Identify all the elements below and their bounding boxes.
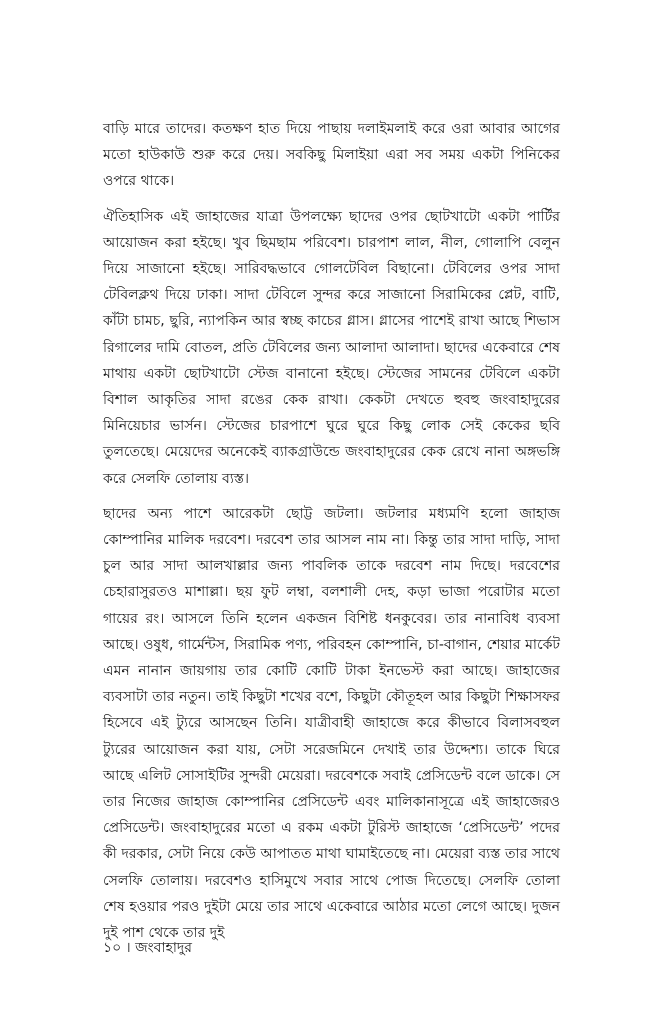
page-body bbox=[103, 116, 560, 955]
book-title: জংবাহাদুর bbox=[135, 940, 192, 956]
footer-separator: । bbox=[125, 940, 131, 956]
paragraph: বাড়ি মারে তাদের। কতক্ষণ হাত দিয়ে পাছায় দলাইমলাই করে ওরা আবার আগের মতো হাউকাউ শুরু করে দেয়। সবকিছু মিলাইয়া এরা সব সময় একটা পিনিকের ওপরে থাকে। bbox=[103, 121, 560, 190]
paragraph: ছাদের অন্য পাশে আরেকটা ছোট্ট জটলা। জটলার মধ্যমণি হলো জাহাজ কোম্পানির মালিক দরবেশ। দরবেশ তার আসল নাম না। কিন্তু তার সাদা দাড়ি, সাদা চুল আর সাদা আলখাল্লার জন্য পাবলিক তাকে দরবেশ নাম দিছে। দরবেশের চেহারাসুরতও মাশাল্লা। ছয় ফুট লম্বা, বলশালী দেহ, কড়া ভাজা পরোটার মতো গায়ের রং। আসলে তিনি হলেন একজন বিশিষ্ট ধনকুবের। তার নানাবিধ ব্যবসা আছে। ওষুধ, গার্মেন্টস, সিরামিক পণ্য, পরিবহন কোম্পানি, চা-বাগান, শেয়ার মার্কেট এমন নানান জায়গায় তার কোটি কোটি টাকা ইনভেস্ট করা আছে। জাহাজের ব্যবসাটা তার নতুন। তাই কিছুটা শখের বশে, কিছুটা কৌতূহল আর কিছুটা শিক্ষাসফর হিসেবে এই ট্যুরে আসছেন তিনি। যাত্রীবাহী জাহাজে করে কীভাবে বিলাসবহুল ট্যুরের আয়োজন করা যায়, সেটা সরেজমিনে দেখাই তার উদ্দেশ্য। তাকে ঘিরে আছে এলিট সোসাইটির সুন্দরী মেয়েরা। দরবেশকে সবাই প্রেসিডেন্ট বলে ডাকে। সে তার নিজের জাহাজ কোম্পানির প্রেসিডেন্ট এবং মালিকানাসূত্রে এই জাহাজেরও প্রেসিডেন্ট। জংবাহাদুরের মতো এ রকম একটা টুরিস্ট জাহাজে ‘প্রেসিডেন্ট’ পদের কী দরকার, সেটা নিয়ে কেউ আপাতত মাথা ঘামাইতেছে না। মেয়েরা ব্যস্ত তার সাথে সেলফি তোলায়। দরবেশও হাসিমুখে সবার সাথে পোজ দিতেছে। সেলফি তোলা শেষ হওয়ার পরও দুইটা মেয়ে তার সাথে একেবারে আঠার মতো লেগে আছে। দুজন দুই পাশ থেকে তার দুই bbox=[103, 505, 560, 942]
paragraph: ঐতিহাসিক এই জাহাজের যাত্রা উপলক্ষ্যে ছাদের ওপর ছোটখাটো একটা পার্টির আয়োজন করা হইছে। খুব ছিমছাম পরিবেশ। চারপাশ লাল, নীল, গোলাপি বেলুন দিয়ে সাজানো হইছে। সারিবদ্ধভাবে গোলটেবিল বিছানো। টেবিলের ওপর সাদা টেবিলক্লথ দিয়ে ঢাকা। সাদা টেবিলে সুন্দর করে সাজানো সিরামিকের প্লেট, বাটি, কাঁটা চামচ, ছুরি, ন্যাপকিন আর স্বচ্ছ কাচের গ্লাস। গ্লাসের পাশেই রাখা আছে শিভাস রিগালের দামি বোতল, প্রতি টেবিলের জন্য আলাদা আলাদা। ছাদের একেবারে শেষ মাথায় একটা ছোটখাটো স্টেজ বানানো হইছে। স্টেজের সামনের টেবিলে একটা বিশাল আকৃতির সাদা রঙের কেক রাখা। কেকটা দেখতে হুবহু জংবাহাদুরের মিনিয়েচার ভার্সন। স্টেজের চারপাশে ঘুরে ঘুরে কিছু লোক সেই কেকের ছবি তুলতেছে। মেয়েদের অনেকেই ব্যাকগ্রাউন্ডে জংবাহাদুরের কেক রেখে নানা অঙ্গভঙ্গি করে সেলফি তোলায় ব্যস্ত। bbox=[103, 208, 560, 487]
page-footer bbox=[103, 938, 192, 958]
page-number: ১০ bbox=[103, 940, 122, 956]
